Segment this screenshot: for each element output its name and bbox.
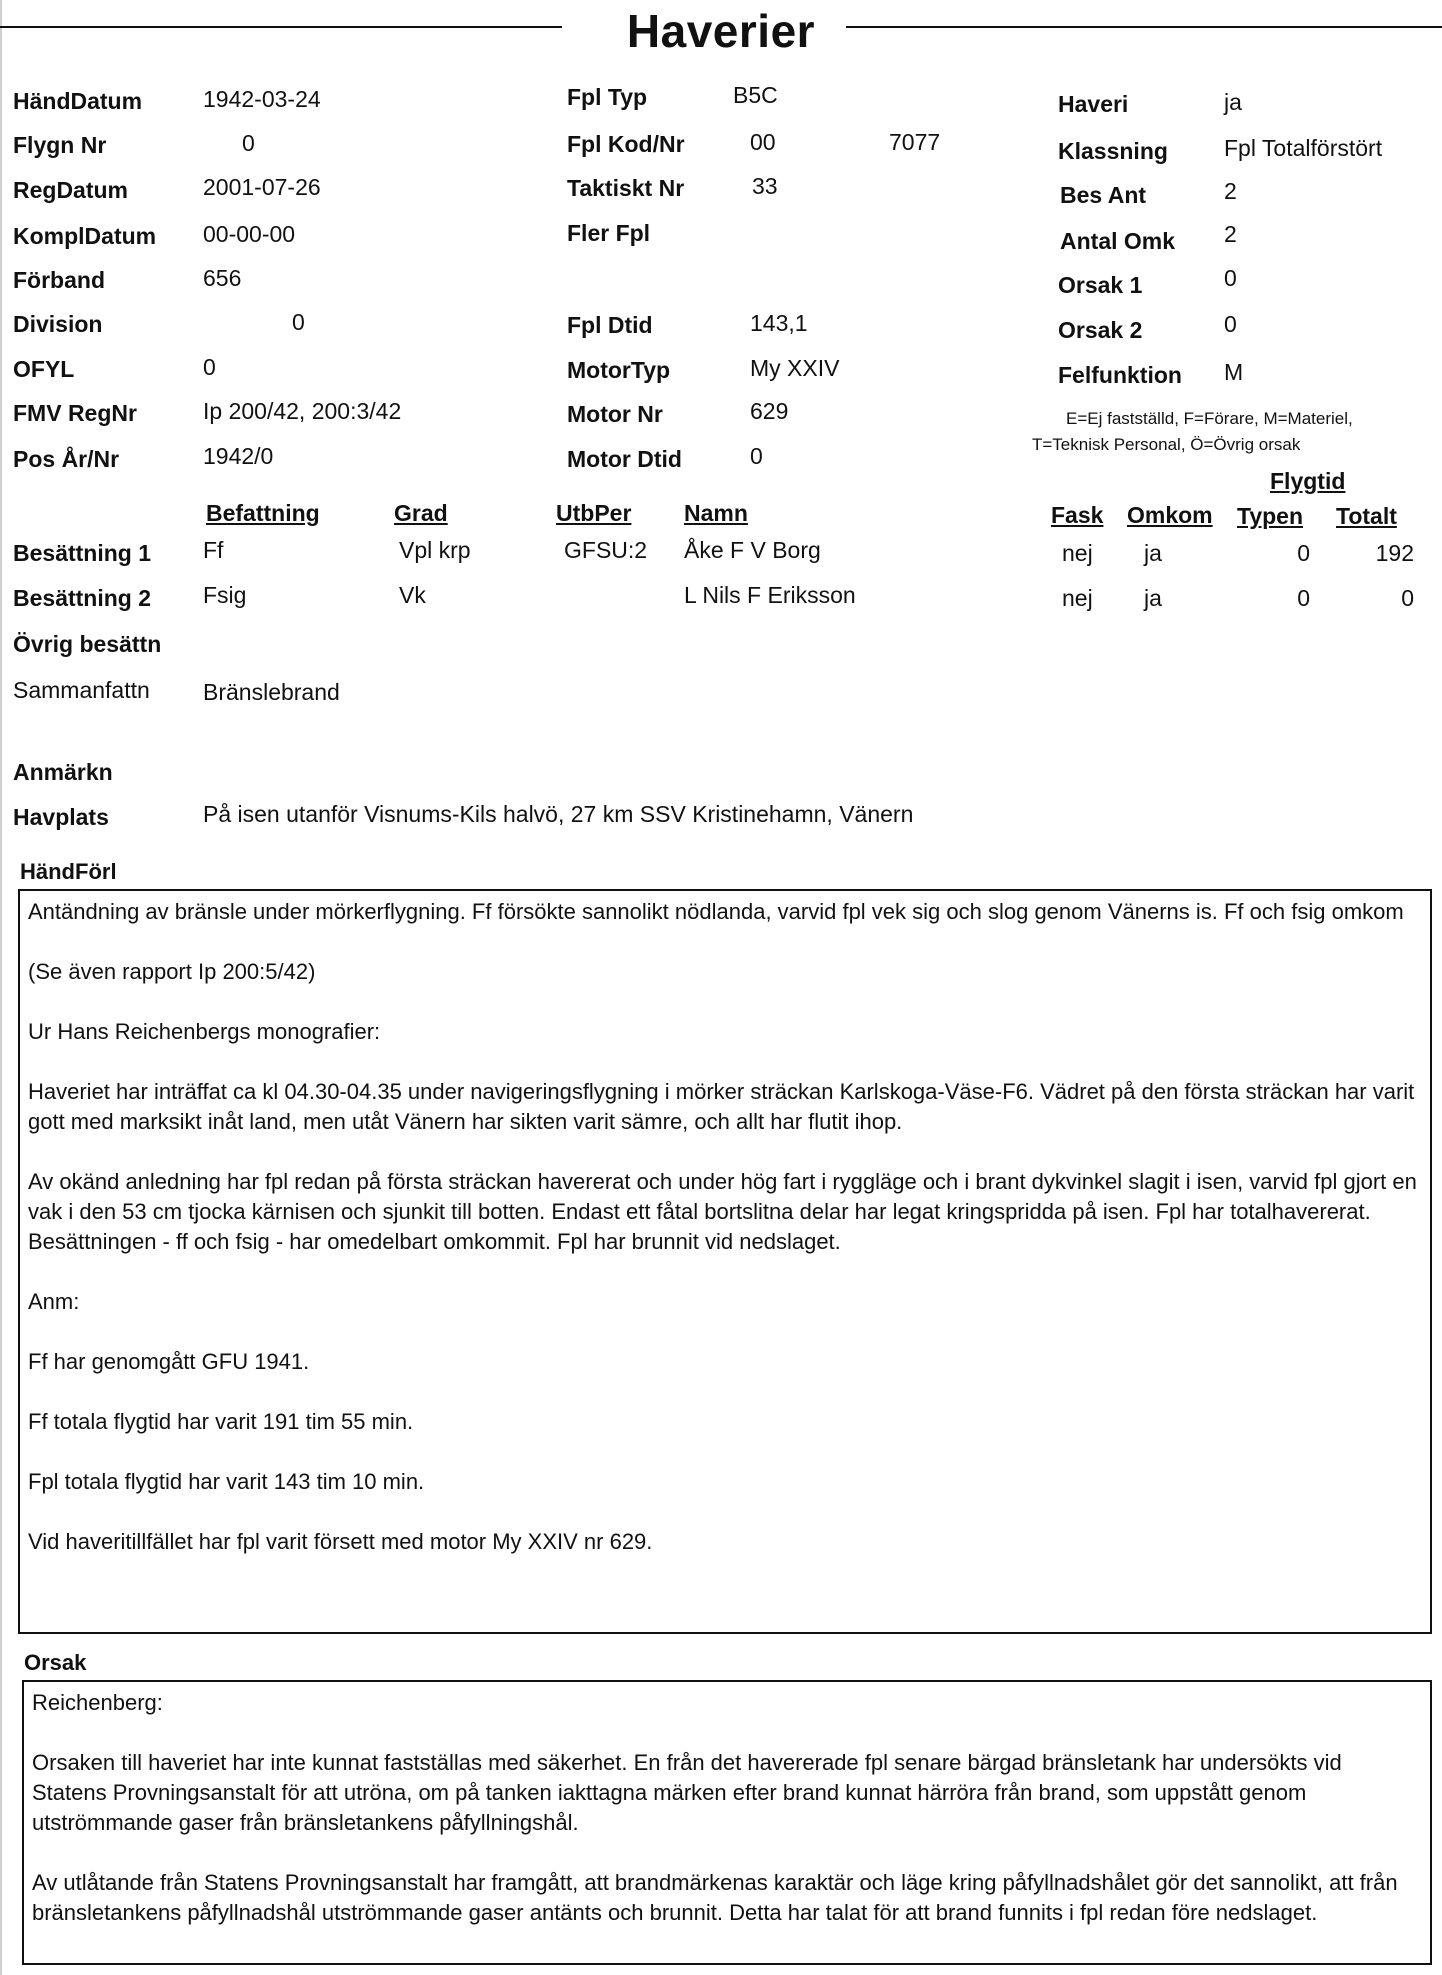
crew-1-omkom: ja (1144, 540, 1162, 566)
crew-2-omkom: ja (1144, 585, 1162, 611)
field-value-bes-ant: 2 (1224, 178, 1237, 204)
field-label-kompldatum: KomplDatum (13, 223, 157, 249)
field-label-felfunktion: Felfunktion (1058, 362, 1182, 388)
crew-2-grad: Vk (399, 582, 426, 608)
handforl-paragraph: (Se även rapport Ip 200:5/42) (28, 959, 316, 984)
field-label-forband: Förband (13, 267, 105, 293)
field-value-orsak-1: 0 (1224, 265, 1237, 291)
orsak-paragraph: Av utlåtande från Statens Provningsanstalt har framgått, att brandmärkenas karaktär och läge kring påfyllnadshålet gör det sannolikt, att från bränsletankens påfyllnadshål utströmmande gaser antänts och brunnit. Detta har talat för att brand funnits i fpl redan före nedslaget. (32, 1870, 1398, 1925)
crew-2-namn: L Nils F Eriksson (684, 582, 856, 608)
crew-1-fask: nej (1062, 540, 1093, 566)
field-label-haveri: Haveri (1058, 91, 1129, 117)
handforl-paragraph: Ur Hans Reichenbergs monografier: (28, 1019, 381, 1044)
field-value-fpl-dtid: 143,1 (750, 310, 808, 336)
crew-2-totalt: 0 (1401, 585, 1414, 611)
crew-row-label-1: Besättning 1 (13, 540, 152, 566)
field-value-klassning: Fpl Totalförstört (1224, 135, 1383, 161)
field-label-division: Division (13, 311, 103, 337)
field-value-felfunktion: M (1224, 359, 1244, 385)
field-label-anmarkn: Anmärkn (13, 759, 113, 785)
field-label-fpl-typ: Fpl Typ (567, 84, 648, 110)
field-label-havplats: Havplats (13, 804, 109, 830)
handforl-paragraph: Av okänd anledning har fpl redan på första sträckan havererat och under hög fart i ryggläge och i brant dykvinkel slagit i isen, varvid fpl gjort en vak i den 53 cm tjocka kärnisen och sjunkit till botten. Endast ett fåtal bortslitna delar har legat kringspridda på isen. Fpl har totalhavererat. Besättningen - ff och fsig - har omedelbart omkommit. Fpl har brunnit vid nedslaget. (28, 1169, 1417, 1254)
handforl-paragraph: Antändning av bränsle under mörkerflygning. Ff försökte sannolikt nödlanda, varvid fpl vek sig och slog genom Vänerns is. Ff och fsig omkom (28, 899, 1404, 924)
field-value-taktiskt-nr: 33 (752, 173, 778, 199)
field-value-antal-omk: 2 (1224, 221, 1237, 247)
crew-header-befattning: Befattning (206, 500, 320, 526)
handforl-title: HändFörl (20, 859, 117, 884)
field-value-fpl-nr: 7077 (889, 129, 941, 155)
field-label-orsak-2: Orsak 2 (1058, 317, 1143, 343)
field-label-bes-ant: Bes Ant (1060, 182, 1147, 208)
crew-header-omkom: Omkom (1127, 502, 1213, 528)
crew-header-fask: Fask (1051, 502, 1104, 528)
handforl-paragraph: Ff har genomgått GFU 1941. (28, 1349, 310, 1374)
field-label-sammanfattn: Sammanfattn (13, 677, 150, 703)
field-label-fpl-dtid: Fpl Dtid (567, 312, 653, 338)
field-value-motortyp: My XXIV (750, 355, 840, 381)
field-value-motor-dtid: 0 (750, 443, 763, 469)
handforl-paragraph: Ff totala flygtid har varit 191 tim 55 min. (28, 1409, 414, 1434)
field-value-sammanfattn: Bränslebrand (203, 679, 340, 705)
handforl-textbox (18, 889, 1432, 1634)
crew-1-befattning: Ff (203, 537, 224, 563)
field-label-regdatum: RegDatum (13, 177, 129, 203)
field-label-klassning: Klassning (1058, 138, 1168, 164)
handforl-paragraph: Vid haveritillfället har fpl varit försett med motor My XXIV nr 629. (28, 1529, 653, 1554)
crew-1-utbper: GFSU:2 (564, 537, 648, 563)
field-value-regdatum: 2001-07-26 (203, 174, 321, 200)
field-value-fmv-regnr: Ip 200/42, 200:3/42 (203, 398, 402, 424)
felfunktion-legend-line2: T=Teknisk Personal, Ö=Övrig orsak (1032, 435, 1301, 454)
field-label-orsak-1: Orsak 1 (1058, 272, 1143, 298)
felfunktion-legend-line1: E=Ej fastställd, F=Förare, M=Materiel, (1066, 409, 1353, 428)
orsak-paragraph: Orsaken till haveriet har inte kunnat fastställas med säkerhet. En från det havererade fpl senare bärgad bränsletank har undersökts vid Statens Provningsanstalt för att utröna, om på tanken iakttagna märken efter brand kunnat härröra från brand, som uppstått genom utströmmande gaser från bränsletankens påfyllningshål. (32, 1750, 1342, 1835)
handforl-paragraph: Fpl totala flygtid har varit 143 tim 10 min. (28, 1469, 425, 1494)
field-label-fpl-kod-nr: Fpl Kod/Nr (567, 131, 685, 157)
page-edge (0, 0, 2, 1975)
crew-header-totalt: Totalt (1336, 503, 1397, 529)
field-value-havplats: På isen utanför Visnums-Kils halvö, 27 km SSV Kristinehamn, Vänern (203, 801, 914, 827)
field-label-motor-dtid: Motor Dtid (567, 446, 682, 472)
field-value-pos-ar-nr: 1942/0 (203, 443, 274, 469)
crew-row-label-2: Besättning 2 (13, 585, 152, 611)
orsak-title: Orsak (24, 1650, 87, 1675)
field-value-division: 0 (292, 309, 305, 335)
handforl-paragraph: Anm: (28, 1289, 80, 1314)
field-label-antal-omk: Antal Omk (1060, 228, 1176, 254)
field-label-ofyl: OFYL (13, 356, 75, 382)
field-value-fpl-typ: B5C (733, 82, 778, 108)
field-value-handdatum: 1942-03-24 (203, 86, 321, 112)
crew-header-typen: Typen (1237, 503, 1304, 529)
field-label-flygn-nr: Flygn Nr (13, 132, 107, 158)
field-label-ovrig-besattn: Övrig besättn (13, 631, 162, 657)
field-value-motor-nr: 629 (750, 398, 789, 424)
field-value-ofyl: 0 (203, 354, 216, 380)
crew-header-namn: Namn (684, 500, 748, 526)
crew-header-grad: Grad (394, 500, 448, 526)
orsak-textbox (22, 1680, 1432, 1965)
crew-header-utbper: UtbPer (556, 500, 632, 526)
field-label-taktiskt-nr: Taktiskt Nr (567, 175, 685, 201)
field-label-pos-ar-nr: Pos År/Nr (13, 446, 120, 472)
crew-2-befattning: Fsig (203, 582, 247, 608)
handforl-paragraph: Haveriet har inträffat ca kl 04.30-04.35 under navigeringsflygning i mörker sträckan Karlskoga-Väse-F6. Vädret på den första sträckan har varit gott med marksikt inåt land, men utåt Vänern har sikten varit sämre, och allt har flutit ihop. (28, 1079, 1415, 1134)
field-value-orsak-2: 0 (1224, 311, 1237, 337)
field-value-kompldatum: 00-00-00 (203, 221, 296, 247)
field-label-fler-fpl: Fler Fpl (567, 220, 651, 246)
field-value-fpl-kod: 00 (750, 129, 776, 155)
crew-2-typen: 0 (1297, 585, 1310, 611)
crew-1-totalt: 192 (1375, 540, 1414, 566)
page-title: Haverier (626, 5, 816, 57)
field-value-forband: 656 (203, 265, 242, 291)
field-value-haveri: ja (1224, 89, 1242, 115)
crew-2-fask: nej (1062, 585, 1093, 611)
field-label-motortyp: MotorTyp (567, 357, 671, 383)
crew-1-grad: Vpl krp (399, 537, 471, 563)
field-label-motor-nr: Motor Nr (567, 401, 663, 427)
crew-1-namn: Åke F V Borg (684, 537, 821, 563)
orsak-paragraph: Reichenberg: (32, 1690, 163, 1715)
field-value-flygn-nr: 0 (242, 130, 255, 156)
field-label-fmv-regnr: FMV RegNr (13, 400, 137, 426)
field-label-handdatum: HändDatum (13, 88, 143, 114)
crew-header-flygtid: Flygtid (1270, 468, 1346, 494)
crew-1-typen: 0 (1297, 540, 1310, 566)
